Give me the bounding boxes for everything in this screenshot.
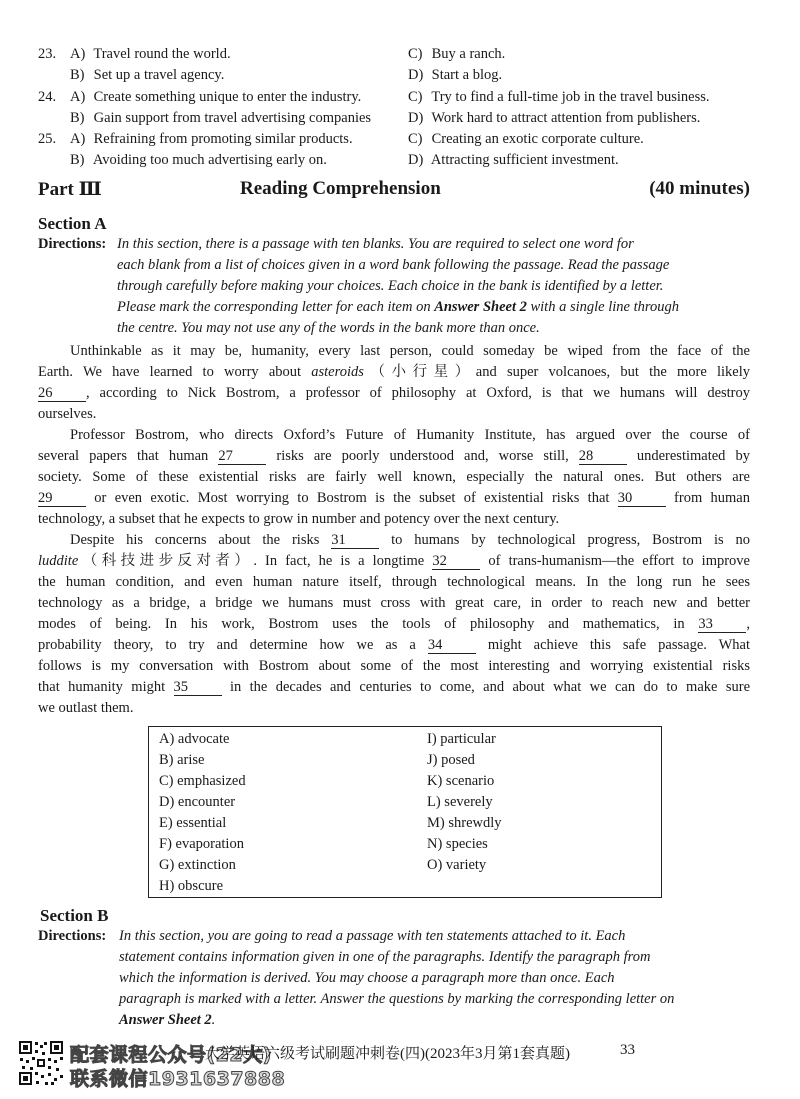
passage-paragraph-3: Despite his concerns about the risks 31 to humans by technological progress, Bostrom is no luddite（科技进步反对者）. In fact, he is a longtime 32 of trans-humanism—the effort to improve the human condition, and even human nature itself, through technological means. In the long run he sees technology as a bridge, a bridge we humans must cross with great care, in order to reach new and better modes of being. In his work, Bostrom uses the tools of philosophy and mathematics, in 33 , probability theory, to try and determine how we as a 34 might achieve this safe passage. What follows is my conversation with Bostrom about some of the most interesting and worrying existential risks that humanity might 35 in the decades and centuries to come, and about what we can do to make sure we outlast them.: [38, 532, 751, 716]
question-25-option-b: B) Avoiding too much advertising early on.: [70, 152, 327, 168]
question-23-option-a: 23. A) Travel round the world.: [38, 46, 231, 62]
blank-35: 35: [174, 679, 222, 696]
blank-34: 34: [428, 637, 476, 654]
blank-27: 27: [218, 448, 266, 465]
part-heading: [38, 178, 750, 204]
word-bank-item: O) variety: [427, 857, 487, 873]
footer-title: 大学英语六级考试刷题冲刺卷(四)(2023年3月第1套真题): [205, 1046, 570, 1062]
word-bank-item: K) scenario: [427, 773, 495, 789]
blank-31: 31: [331, 532, 379, 549]
word-bank-item: A) advocate: [159, 731, 230, 747]
word-bank-item: J) posed: [427, 752, 475, 768]
qr-code-icon: [18, 1040, 64, 1086]
question-25-option-d: D) Attracting sufficient investment.: [408, 152, 619, 168]
word-bank-item: C) emphasized: [159, 773, 246, 789]
word-bank-item: N) species: [427, 836, 488, 852]
section-b-title: Section B: [40, 906, 109, 925]
word-bank-item: G) extinction: [159, 857, 236, 873]
blank-29: 29: [38, 490, 86, 507]
blank-26: 26: [38, 385, 86, 402]
word-bank-item: I) particular: [427, 731, 496, 747]
directions-label: Directions:: [38, 236, 107, 252]
blank-32: 32: [432, 553, 480, 570]
question-25-option-c: C) Creating an exotic corporate culture.: [408, 131, 644, 147]
page-number: 33: [620, 1042, 635, 1058]
word-bank-item: M) shrewdly: [427, 815, 502, 831]
blank-30: 30: [618, 490, 666, 507]
question-23-option-b: B) Set up a travel agency.: [70, 67, 225, 83]
word-bank-item: B) arise: [159, 752, 205, 768]
word-bank: [148, 726, 662, 898]
question-24-option-a: 24. A) Create something unique to enter the industry.: [38, 89, 362, 105]
part-time: (40 minutes): [649, 178, 750, 199]
word-bank-item: D) encounter: [159, 794, 236, 810]
question-25-option-a: 25. A) Refraining from promoting similar products.: [38, 131, 353, 147]
word-bank-item: F) evaporation: [159, 836, 244, 852]
passage-paragraph-2: Professor Bostrom, who directs Oxford’s Future of Humanity Institute, has argued over the course of several papers that human 27 risks are poorly understood and, worse still, 28 underestimated by society. Some of these existential risks are fairly well known, especially the natural ones. But others are 29 or even exotic. Most worrying to Bostrom is the subset of existential risks that 30 from human technology, a subset that he expects to grow in number and potency over the next century.: [38, 427, 750, 527]
word-bank-left-column: [159, 729, 246, 897]
directions-label: Directions:: [38, 928, 107, 944]
watermark-line-2: 联系微信1931637888: [70, 1068, 286, 1090]
part-subtitle: Reading Comprehension: [240, 178, 441, 199]
question-24-option-d: D) Work hard to attract attention from publishers.: [408, 110, 701, 126]
watermark-line-1: 配套课程公众号(22大): [70, 1044, 272, 1066]
section-a-title: Section A: [38, 214, 107, 233]
word-bank-item: H) obscure: [159, 878, 224, 894]
word-bank-right-column: [427, 729, 502, 876]
question-24-option-c: C) Try to find a full-time job in the travel business.: [408, 89, 710, 105]
blank-33: 33: [698, 616, 746, 633]
word-bank-item: E) essential: [159, 815, 227, 831]
question-23-option-d: D) Start a blog.: [408, 67, 503, 83]
question-24-option-b: B) Gain support from travel advertising companies: [70, 110, 372, 126]
passage-paragraph-1: Unthinkable as it may be, humanity, every last person, could someday be wiped from the face of the Earth. We have learned to worry about asteroids（小行星）and super volcanoes, but the more likely 26 , according to Nick Bostrom, a professor of philosophy at Oxford, is that we humans will destroy ourselves.: [38, 343, 750, 422]
directions-line-4: Please mark the corresponding letter for each item on Answer Sheet 2 with a single line through: [117, 299, 679, 315]
exam-page: 23. A) Travel round the world. B) Set up a travel agency. C) Buy a ranch. D) Start a blog. 24. A) Create something unique to enter the industry. B) Gain support from travel advertising companies C) Try to find a full-time job in the travel business. D) Work hard to attract attention from publishers. 25. A) Refraining from promoting similar products. B) Avoiding too much advertising early on. C) Creating an exotic corporate culture. D) Attracting sufficient investment. Part Ⅲ Reading Comprehension (40 minutes) Section A Directions: In this section, there is a passage with ten blanks. You are required to select one word for each blank from a list of choices given in a word bank following the passage. Read the passage through carefully before making your choices. Each choice in the bank is identified by a letter. Please mark the corresponding letter for each item on Answer Sheet 2 with a single line through the centre. You may not use any of the words in the bank more than once. Unthinkable as it may be, humanity, every last person, could someday be wiped from the face of the Earth. We have learned to worry about asteroids（小行星）and super volcanoes, but the more likely 26 , according to Nick Bostrom, a professor of philosophy at Oxford, is that we humans will destroy ourselves. Professor Bostrom, who directs Oxford’s Future of Humanity Institute, has argued over the course of several papers that human 27 risks are poorly understood and, worse still, 28 underestimated by society. Some of these existential risks are fairly well known, especially the natural ones. But others are 29 or even exotic. Most worrying to Bostrom is the subset of existential risks that 30 from human technology, a subset that he expects to grow in number and potency over the next century. Despite his concerns about the risks 31 to humans by technological progress, Bostrom is no luddite（科技进步反对者）. In fact, he is a longtime 32 of trans-humanism—the effort to improve the human condition, and even human nature itself, through technological means. In the long run he sees technology as a bridge, a bridge we humans must cross with great care, in order to reach new and better modes of being. In his work, Bostrom uses the tools of philosophy and mathematics, in 33 , probability theory, to try and determine how we as a 34 might achieve this safe passage. What follows is my conversation with Bostrom about some of the most interesting and worrying existential risks that humanity might 35 in the decades and centuries to come, and about what we can do to make sure we outlast them. A) advocate B) arise C) emphasized D) encounter E) essential F) evaporation G) extinction H) obscure I) particular J) posed K) scenario L) severely M) shrewdly N) species O) variety Section B Directions: In this section, you are going to read a passage with ten statements attached to it. Each statement contains information given in one of the paragraphs. Identify the paragraph from which the information is derived. You may choose a paragraph more than once. Each paragraph is marked with a letter. Answer the questions by marking the corresponding letter on Answer Sheet 2. 配套课程公众号(22大) 联系微信1931637888 大学英语六级考试刷题冲刺卷(四)(2023年3月第1套真题) 33: [0, 0, 800, 1099]
question-23-option-c: C) Buy a ranch.: [408, 46, 506, 62]
word-bank-item: L) severely: [427, 794, 493, 810]
blank-28: 28: [579, 448, 627, 465]
part-title: Part Ⅲ: [38, 179, 102, 200]
